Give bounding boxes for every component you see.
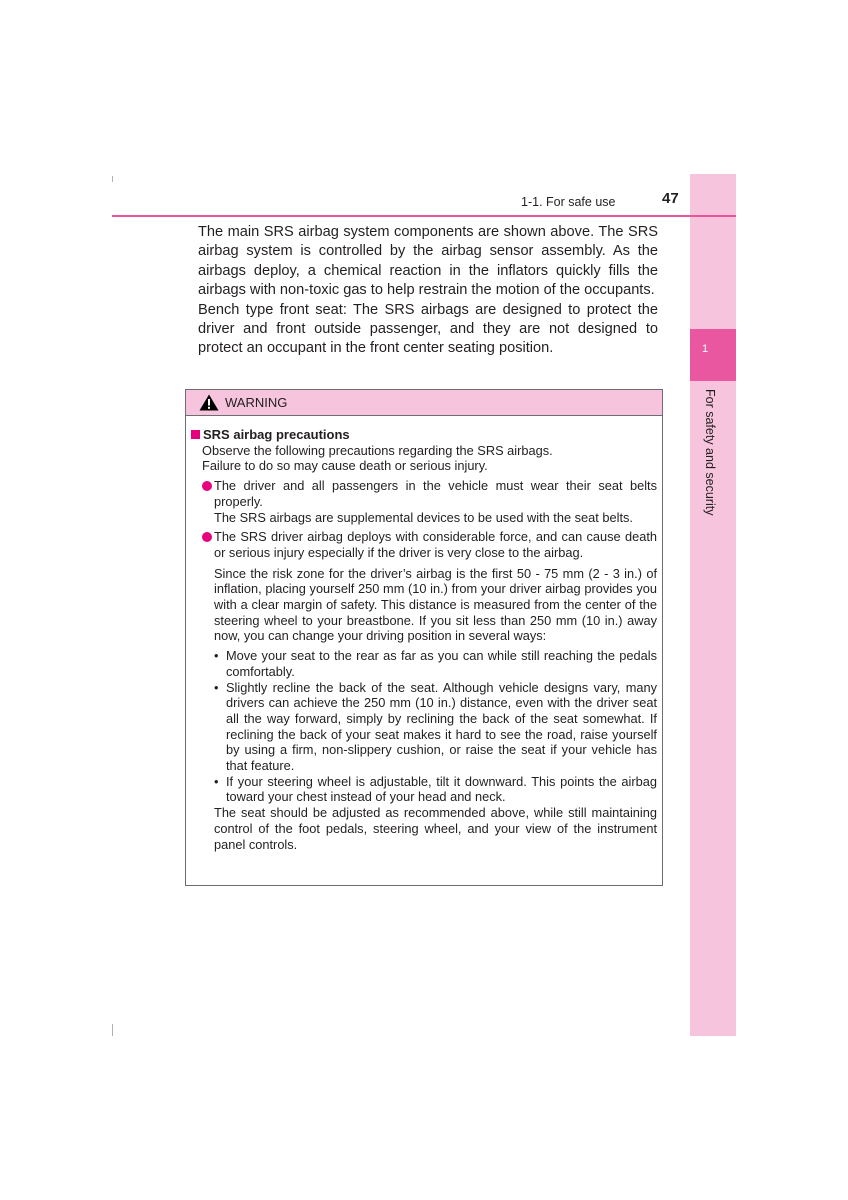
header-rule [112,215,736,217]
list-bullet: • [214,773,219,789]
list-bullet: • [214,679,219,695]
warning-intro-line-1: Observe the following precautions regarding the SRS airbags. [202,442,553,458]
warning-heading [186,427,662,443]
warning-label: WARNING [225,395,288,410]
warning-triangle-icon [199,394,219,411]
square-bullet-icon [191,430,200,439]
section-label: 1-1. For safe use [521,195,616,209]
side-tab-chapter-number: 1 [701,343,709,355]
page-number: 47 [662,190,679,207]
list-item-text: Move your seat to the rear as far as you can while still reaching the pedals comfortably. [226,648,657,679]
warning-heading-text: SRS airbag precautions [203,427,350,442]
bullet-dot-icon [202,481,212,491]
bullet-item-driver-airbag [186,529,662,560]
crop-mark-top-left [112,176,113,182]
bullet-item-seat-belts [186,478,662,525]
risk-zone-paragraph: Since the risk zone for the driver’s airbag is the first 50 - 75 mm (2 - 3 in.) of inflation, placing yourself 250 mm (10 in.) from your driver airbag provides you with a clear margin of safety. This distance is measured from the center of the steering wheel to your breastbone. If you sit less than 250 mm (10 in.) away now, you can change your driving position in several ways: [214,565,657,644]
crop-mark-bottom-left [112,1024,113,1036]
intro-paragraph-1: The main SRS airbag system components are shown above. The SRS airbag system is controlled by the airbag sensor assembly. As the airbags deploy, a chemical reaction in the inflators quickly fills the airbags with non-toxic gas to help restrain the motion of the occupants. [198,224,658,299]
side-tab-strip [690,174,736,1036]
bullet-2-text: The SRS driver airbag deploys with considerable force, and can cause death or serious injury especially if the driver is very close to the airbag. [214,529,657,560]
warning-header [186,390,662,416]
warning-content [186,427,662,852]
intro-paragraph-2: Bench type front seat: The SRS airbags are designed to protect the driver and front outside passenger, and they are not designed to protect an occupant in the front center seating position. [198,301,658,357]
side-tab-chapter-title: For safety and security [703,389,717,516]
list-item [186,680,662,774]
bullet-1-text: The driver and all passengers in the vehicle must wear their seat belts properly. [214,478,657,509]
list-item [186,774,662,805]
list-item [186,648,662,679]
list-bullet: • [214,648,219,664]
bullet-dot-icon [202,532,212,542]
side-tab-active-chapter[interactable] [690,329,736,381]
list-item-text: Slightly recline the back of the seat. Although vehicle designs vary, many drivers can achieve the 250 mm (10 in.) distance, even with the driver seat all the way forward, simply by reclining the back of the seat somewhat. If reclining the back of your seat makes it hard to see the road, raise yourself by using a firm, non-slippery cushion, or raise the seat if your vehicle has that feature. [226,679,657,774]
driving-position-list [186,648,662,805]
warning-intro-line-2: Failure to do so may cause death or serious injury. [202,458,488,474]
warning-box [185,389,663,886]
warning-intro [186,443,662,474]
closing-paragraph: The seat should be adjusted as recommended above, while still maintaining control of the foot pedals, steering wheel, and your view of the instrument panel controls. [214,805,657,852]
intro-text [198,223,658,359]
list-item-text: If your steering wheel is adjustable, tilt it downward. This points the airbag toward your chest instead of your head and neck. [226,773,657,805]
bullet-1-extra: The SRS airbags are supplemental devices to be used with the seat belts. [214,509,633,525]
